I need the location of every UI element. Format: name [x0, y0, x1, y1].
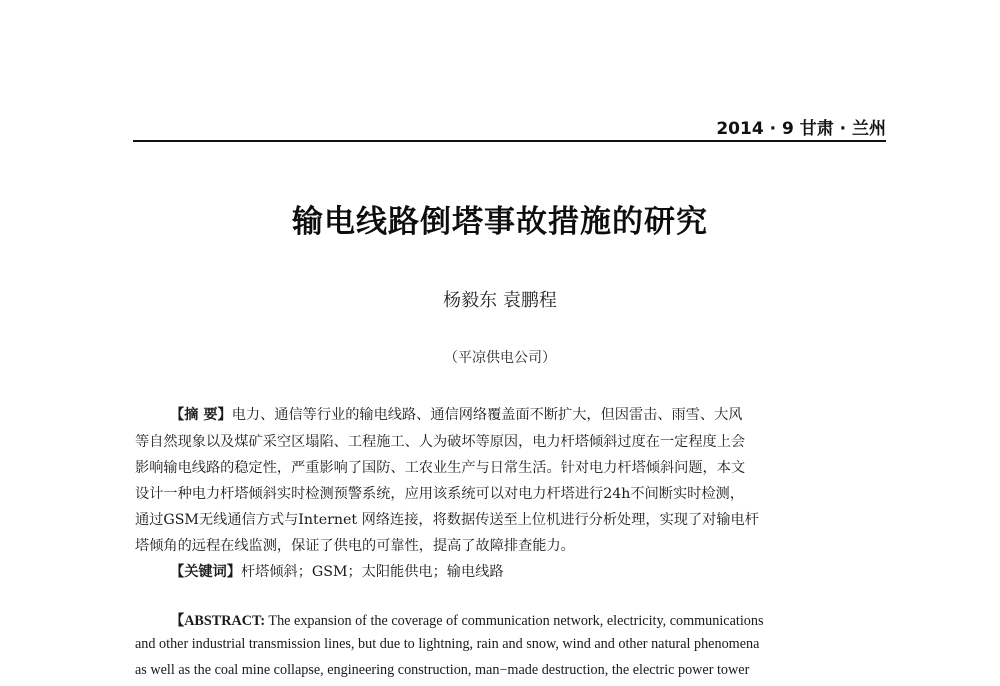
journal-date-location: 2014 · 9 甘肃 · 兰州	[716, 119, 886, 139]
abstract-en-line-3: as well as the coal mine collapse, engineering construction, man−made destruction, the electric power tower	[135, 662, 750, 678]
affiliation: （平凉供电公司）	[444, 350, 556, 366]
keywords-cn-text: 杆塔倾斜；GSM；太阳能供电；输电线路	[240, 564, 504, 580]
header-rule	[133, 140, 886, 142]
authors: 杨毅东 袁鹏程	[443, 290, 557, 311]
keywords-cn-label: 【关键词】	[170, 564, 241, 580]
abstract-en-line-2: and other industrial transmission lines, but due to lightning, rain and snow, wind and other natural phenomena	[135, 636, 760, 652]
abstract-cn-text: 电力、通信等行业的输电线路、通信网络覆盖面不断扩大，但因雷击、雨雪、大风	[231, 407, 743, 423]
abstract-cn-line-6: 塔倾角的远程在线监测，保证了供电的可靠性，提高了故障排查能力。	[135, 538, 575, 554]
abstract-cn-line-1	[170, 404, 887, 428]
abstract-cn-line-3: 影响输电线路的稳定性，严重影响了国防、工农业生产与日常生活。针对电力杆塔倾斜问题，本文	[135, 460, 746, 476]
abstract-en-label: 【ABSTRACT:	[170, 613, 266, 629]
abstract-en-text: The expansion of the coverage of communication network, electricity, communications	[265, 613, 764, 629]
abstract-cn-line-4: 设计一种电力杆塔倾斜实时检测预警系统，应用该系统可以对电力杆塔进行24h不间断实时检测，	[135, 486, 744, 502]
abstract-cn-line-5: 通过GSM无线通信方式与Internet 网络连接，将数据传送至上位机进行分析处理，实现了对输电杆	[135, 512, 759, 528]
abstract-cn-line-2: 等自然现象以及煤矿采空区塌陷、工程施工、人为破坏等原因，电力杆塔倾斜过度在一定程度上会	[135, 434, 746, 450]
abstract-en-line-1	[170, 610, 887, 634]
paper-title: 输电线路倒塔事故措施的研究	[292, 204, 708, 240]
keywords-cn	[170, 561, 887, 585]
abstract-cn-label: 【摘 要】	[170, 407, 232, 423]
